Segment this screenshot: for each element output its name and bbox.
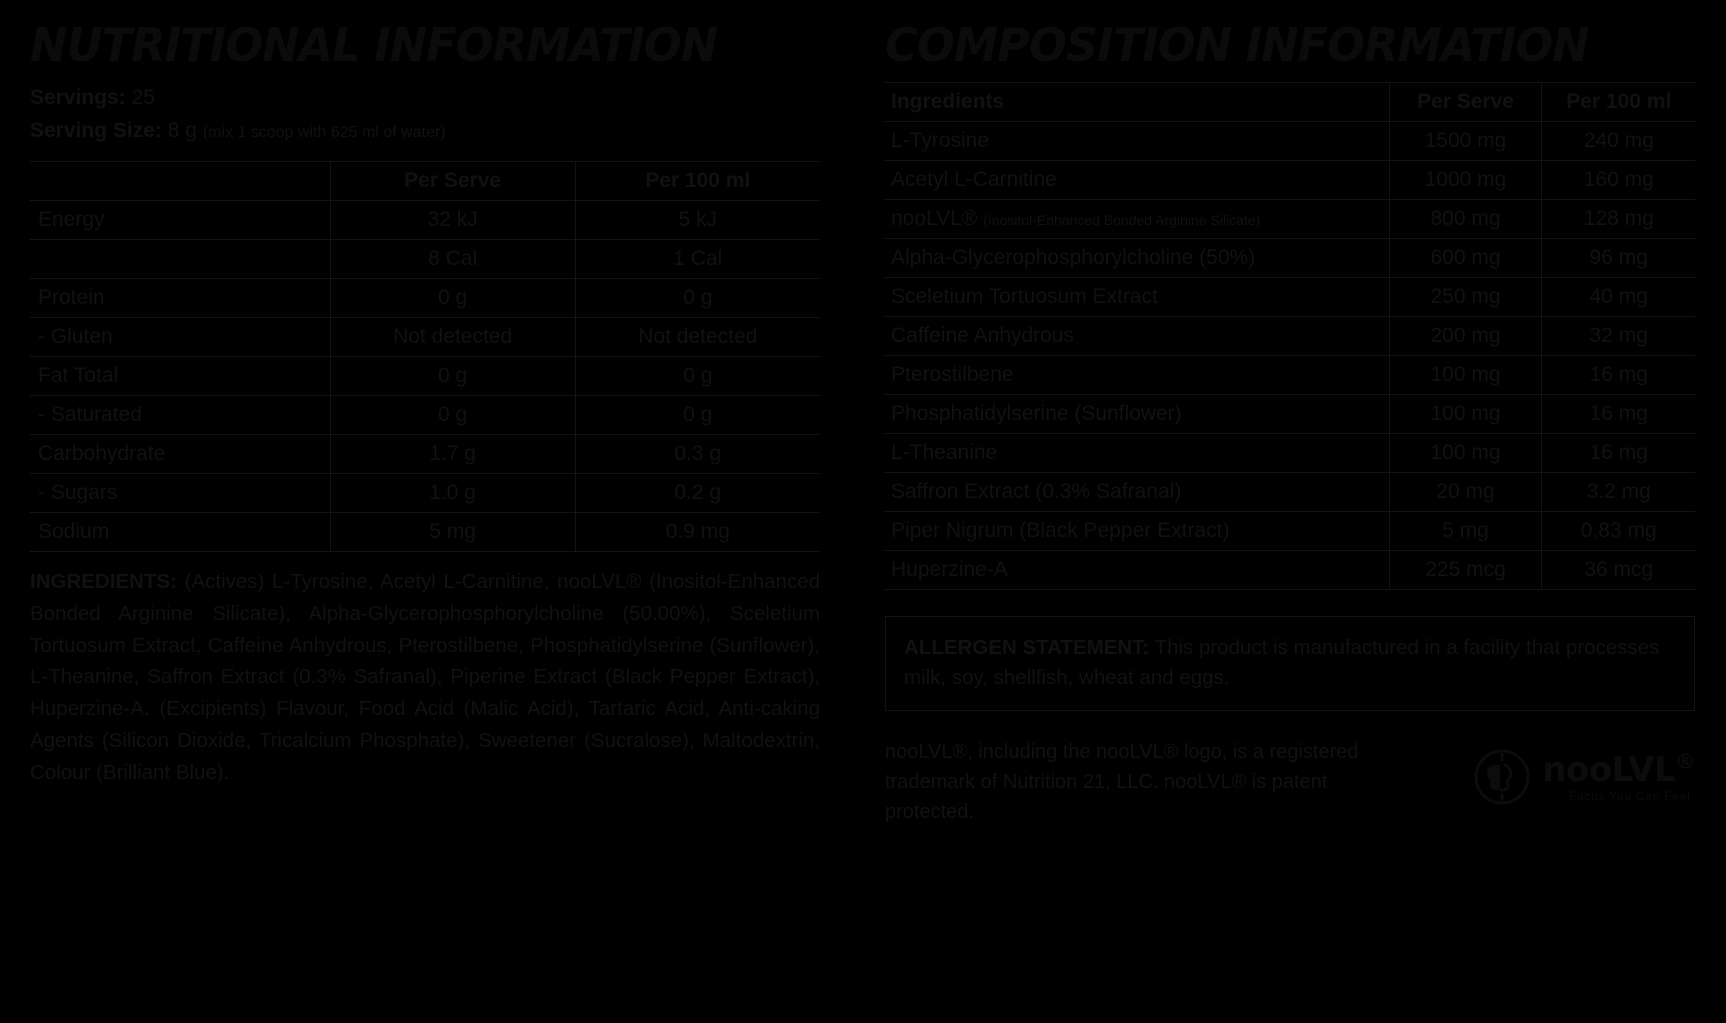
row-per-100ml: 16 mg (1542, 356, 1695, 395)
ingredients-text: (Actives) L-Tyrosine, Acetyl L-Carnitine, nooLVL® (Inositol-Enhanced Bonded Arginine Silicate), Alpha-Glycerophosphorylcholine (50.00%), Sceletium Tortuosum Extract, Caffeine Anhydrous, Pterostilbene, Phosphatidylserine (Sunflower), L-Theanine, Saffron Extract (0.3% Safranal), Piperine Extract (Black Pepper Extract), Huperzine-A. (Excipients) Flavour, Food Acid (Malic Acid), Tartaric Acid, Anti-caking Agents (Silicon Dioxide, Tricalcium Phosphate), Sweetener (Sucralose), Maltodextrin, Colour (Brilliant Blue). (30, 570, 820, 784)
ingredients-heading: INGREDIENTS: (30, 570, 177, 594)
table-row (30, 474, 820, 513)
row-label: Protein (30, 279, 330, 318)
ingredient-name: Phosphatidylserine (Sunflower) (891, 402, 1182, 425)
row-per-100ml: 240 mg (1542, 122, 1695, 161)
composition-col-per-100ml: Per 100 ml (1542, 83, 1695, 122)
table-row (30, 318, 820, 357)
row-per-serve: 32 kJ (330, 201, 575, 240)
table-row (30, 240, 820, 279)
ingredient-name: Acetyl L-Carnitine (891, 168, 1057, 191)
ingredient-name: Alpha-Glycerophosphorylcholine (50%) (891, 246, 1256, 269)
ingredient-name: L-Theanine (891, 441, 998, 464)
row-per-serve: 100 mg (1389, 395, 1542, 434)
row-per-serve: 5 mg (330, 513, 575, 552)
ingredient-name: Huperzine-A (891, 558, 1008, 581)
row-per-100ml: 16 mg (1542, 434, 1695, 473)
row-per-100ml: Not detected (575, 318, 820, 357)
row-ingredient (885, 122, 1389, 161)
table-row (885, 200, 1695, 239)
table-header-row (30, 162, 820, 201)
row-ingredient (885, 551, 1389, 590)
servings-label: Servings: (30, 86, 126, 109)
table-row (885, 122, 1695, 161)
row-label: Sodium (30, 513, 330, 552)
table-row (30, 357, 820, 396)
nutritional-information-panel (30, 18, 820, 809)
table-row (885, 395, 1695, 434)
ingredient-name: Piper Nigrum (Black Pepper Extract) (891, 519, 1230, 542)
row-per-100ml: 0 g (575, 279, 820, 318)
noolvl-registered-mark: ® (1675, 749, 1695, 774)
ingredient-name: Sceletium Tortuosum Extract (891, 285, 1158, 308)
row-ingredient (885, 512, 1389, 551)
row-ingredient (885, 161, 1389, 200)
ingredient-name: L-Tyrosine (891, 129, 990, 152)
table-row (885, 317, 1695, 356)
row-per-100ml: 40 mg (1542, 278, 1695, 317)
servings-value: 25 (131, 86, 155, 109)
table-row (885, 356, 1695, 395)
nutrition-col-per-100ml: Per 100 ml (575, 162, 820, 201)
row-label (30, 240, 330, 279)
serving-size-line (30, 115, 820, 148)
table-header-row (885, 83, 1695, 122)
servings-line (30, 82, 820, 115)
noolvl-tagline: Focus You Can Feel. (1569, 791, 1695, 804)
composition-table-body (885, 122, 1695, 590)
composition-col-ingredients: Ingredients (885, 83, 1389, 122)
row-ingredient (885, 200, 1389, 239)
row-label: Fat Total (30, 357, 330, 396)
serving-size-value: 8 g (167, 118, 197, 142)
row-per-100ml: 5 kJ (575, 201, 820, 240)
row-per-serve: 1000 mg (1389, 161, 1542, 200)
row-ingredient (885, 434, 1389, 473)
row-per-serve: 20 mg (1389, 473, 1542, 512)
table-row (885, 278, 1695, 317)
page-title: NUTRITIONAL INFORMATION (30, 18, 718, 72)
row-per-serve: 250 mg (1389, 278, 1542, 317)
table-row (885, 161, 1695, 200)
row-per-serve: 600 mg (1389, 239, 1542, 278)
ingredient-note: (Inositol-Enhanced Bonded Arginine Silicate) (983, 212, 1261, 228)
row-per-100ml: 0.2 g (575, 474, 820, 513)
row-per-100ml: 128 mg (1542, 200, 1695, 239)
table-row (885, 512, 1695, 551)
ingredient-name: Pterostilbene (891, 363, 1014, 386)
row-per-100ml: 0 g (575, 396, 820, 435)
row-ingredient (885, 473, 1389, 512)
serving-size-note: (mix 1 scoop with 625 ml of water) (202, 123, 446, 141)
row-per-serve: 0 g (330, 279, 575, 318)
row-label: Carbohydrate (30, 435, 330, 474)
table-row (30, 279, 820, 318)
row-per-serve: 225 mcg (1389, 551, 1542, 590)
composition-col-per-serve: Per Serve (1389, 83, 1542, 122)
table-row (30, 396, 820, 435)
allergen-heading: ALLERGEN STATEMENT: (904, 636, 1150, 659)
table-row (885, 239, 1695, 278)
row-per-serve: 1500 mg (1389, 122, 1542, 161)
table-row (885, 434, 1695, 473)
row-per-100ml: 1 Cal (575, 240, 820, 279)
row-per-100ml: 0 g (575, 357, 820, 396)
row-per-100ml: 36 mcg (1542, 551, 1695, 590)
nutrition-col-per-serve: Per Serve (330, 162, 575, 201)
row-per-serve: 8 Cal (330, 240, 575, 279)
ingredient-name: Caffeine Anhydrous (891, 324, 1074, 347)
footer-row (885, 737, 1695, 827)
table-row (885, 473, 1695, 512)
row-per-100ml: 32 mg (1542, 317, 1695, 356)
serving-size-label: Serving Size: (30, 118, 162, 142)
row-per-100ml: 96 mg (1542, 239, 1695, 278)
nutrition-table-body (30, 201, 820, 552)
ingredients-paragraph (30, 566, 820, 788)
row-per-100ml: 0.9 mg (575, 513, 820, 552)
row-per-100ml: 0.3 g (575, 435, 820, 474)
row-per-serve: 0 g (330, 396, 575, 435)
row-per-serve: 200 mg (1389, 317, 1542, 356)
composition-table (885, 82, 1695, 590)
row-per-serve: 1.0 g (330, 474, 575, 513)
noolvl-wordmark-group (1542, 749, 1695, 804)
row-per-serve: Not detected (330, 318, 575, 357)
composition-information-panel (885, 18, 1695, 827)
composition-title: COMPOSITION INFORMATION (885, 18, 1589, 72)
noolvl-logo (1472, 747, 1695, 807)
row-label: Energy (30, 201, 330, 240)
nutrition-table (30, 161, 820, 552)
row-per-serve: 100 mg (1389, 434, 1542, 473)
allergen-text: This product is manufactured in a facility that processes milk, soy, shellfish, wheat and eggs. (904, 636, 1660, 689)
row-per-serve: 800 mg (1389, 200, 1542, 239)
row-per-100ml: 3.2 mg (1542, 473, 1695, 512)
allergen-statement-box (885, 616, 1695, 711)
ingredient-name: Saffron Extract (0.3% Safranal) (891, 480, 1182, 503)
row-per-serve: 100 mg (1389, 356, 1542, 395)
row-per-serve: 5 mg (1389, 512, 1542, 551)
row-ingredient (885, 317, 1389, 356)
ingredient-name: nooLVL® (891, 207, 978, 230)
row-ingredient (885, 239, 1389, 278)
row-ingredient (885, 356, 1389, 395)
row-per-serve: 1.7 g (330, 435, 575, 474)
table-row (885, 551, 1695, 590)
nutrition-col-blank (30, 162, 330, 201)
table-row (30, 513, 820, 552)
row-per-100ml: 16 mg (1542, 395, 1695, 434)
row-label: - Sugars (30, 474, 330, 513)
table-row (30, 201, 820, 240)
noolvl-brain-icon (1472, 747, 1532, 807)
row-per-100ml: 0.83 mg (1542, 512, 1695, 551)
row-label: - Gluten (30, 318, 330, 357)
table-row (30, 435, 820, 474)
row-per-serve: 0 g (330, 357, 575, 396)
row-ingredient (885, 278, 1389, 317)
noolvl-wordmark (1542, 750, 1695, 790)
noolvl-wordmark-text: nooLVL (1542, 750, 1676, 791)
row-per-100ml: 160 mg (1542, 161, 1695, 200)
row-ingredient (885, 395, 1389, 434)
trademark-text: nooLVL®, including the nooLVL® logo, is a registered trademark of Nutrition 21, LLC. nooLVL® is patent protected. (885, 741, 1359, 824)
row-label: - Saturated (30, 396, 330, 435)
